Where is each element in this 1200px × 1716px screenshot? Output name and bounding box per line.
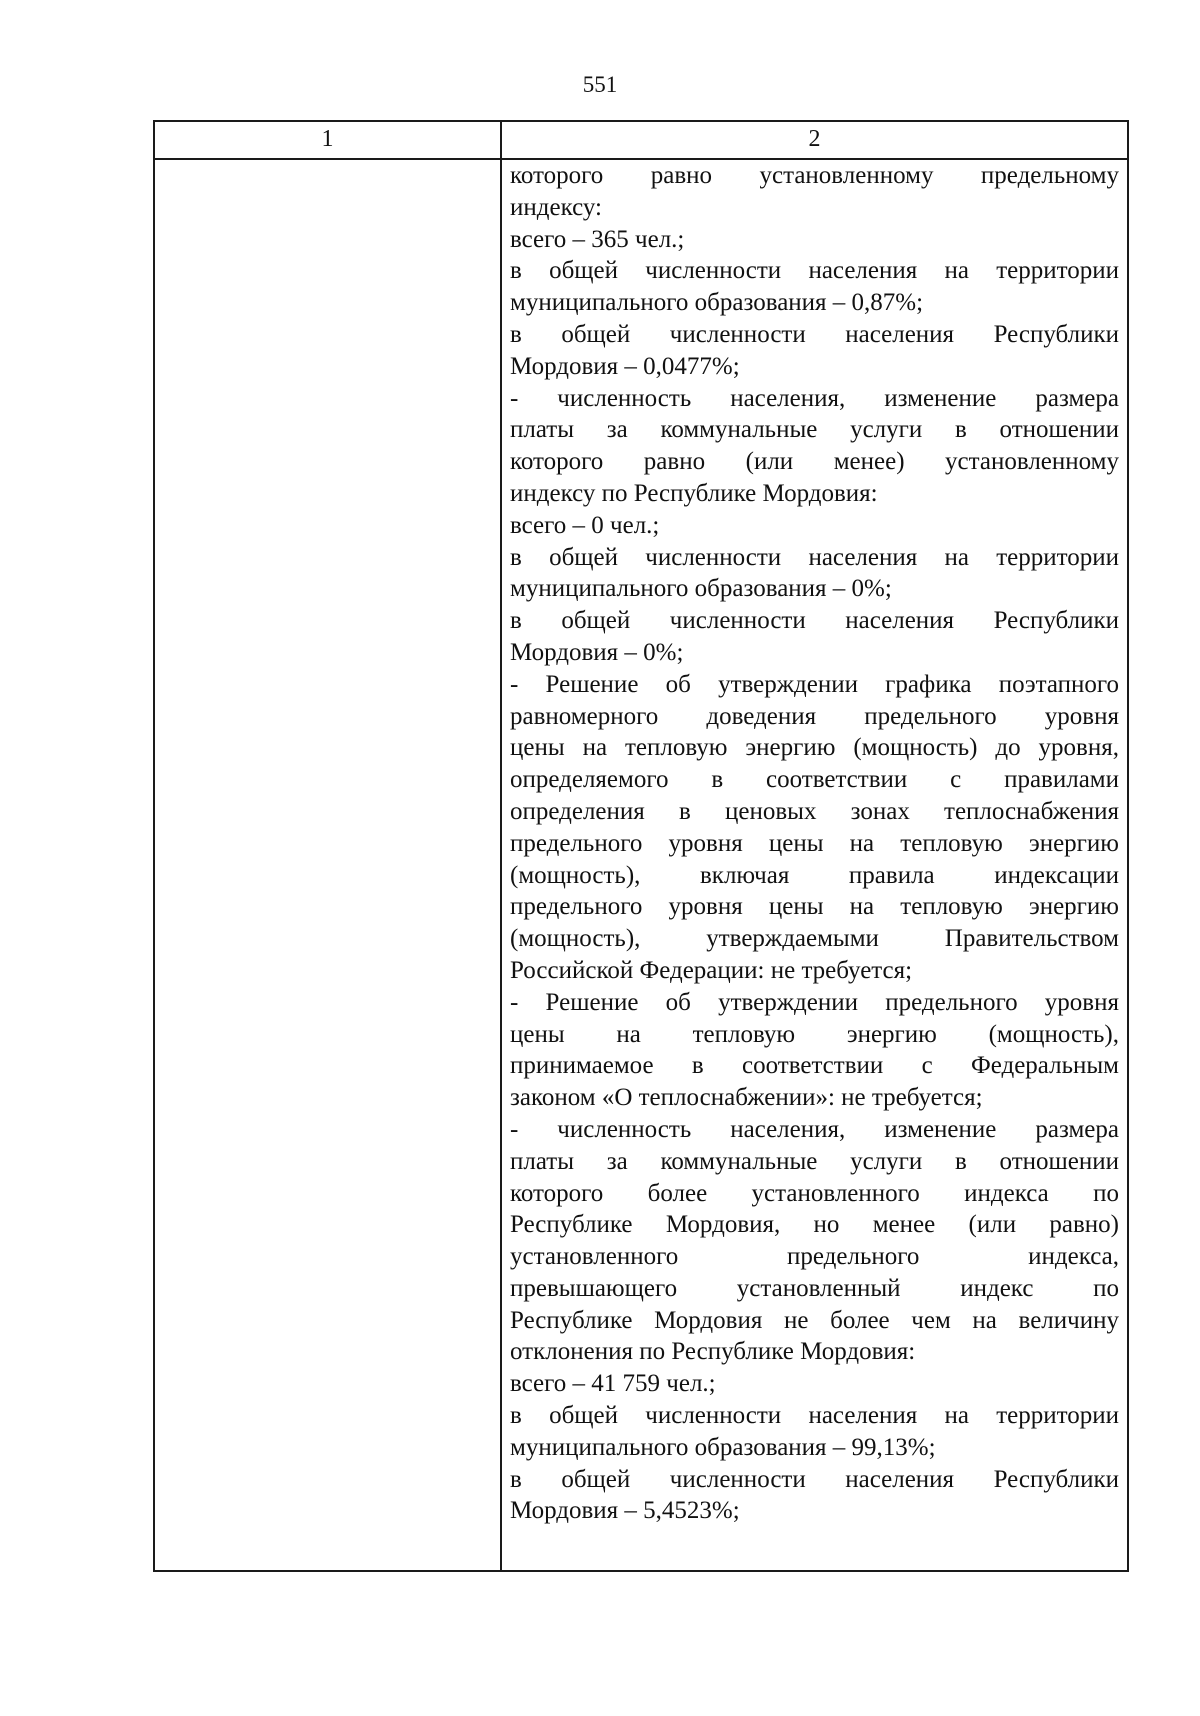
text-line: цены на тепловую энергию (мощность) до уровня, [510, 734, 1119, 762]
text-line: (мощность), утверждаемыми Правительством [510, 925, 1119, 953]
text-line: муниципального образования – 99,13%; [510, 1433, 936, 1461]
text-line: превышающего установленный индекс по [510, 1274, 1119, 1302]
text-line: платы за коммунальные услуги в отношении [510, 1147, 1119, 1175]
text-line: - Решение об утверждении предельного уровня [510, 988, 1119, 1016]
text-line: предельного уровня цены на тепловую энергию [510, 893, 1119, 921]
table-header-row [155, 122, 1127, 160]
text-line: в общей численности населения Республики [510, 1465, 1119, 1493]
column-2-header: 2 [808, 126, 821, 152]
text-line: равномерного доведения предельного уровня [510, 702, 1119, 730]
page-number: 551 [582, 72, 618, 97]
text-line: всего – 0 чел.; [510, 511, 660, 539]
text-line: цены на тепловую энергию (мощность), [510, 1020, 1119, 1048]
document-table [153, 120, 1129, 1572]
text-line: установленного предельного индекса, [510, 1243, 1119, 1271]
text-line: платы за коммунальные услуги в отношении [510, 416, 1119, 444]
text-line: определяемого в соответствии с правилами [510, 766, 1119, 794]
text-line: муниципального образования – 0,87%; [510, 289, 924, 317]
text-line: Российской Федерации: не требуется; [510, 956, 913, 984]
column-1-cell [155, 160, 500, 1570]
text-line: которого более установленного индекса по [510, 1179, 1119, 1207]
text-line: Мордовия – 5,4523%; [510, 1497, 740, 1525]
column-1-header: 1 [321, 126, 334, 152]
text-line: отклонения по Республике Мордовия: [510, 1338, 916, 1366]
text-line: предельного уровня цены на тепловую энергию [510, 829, 1119, 857]
text-line: законом «О теплоснабжении»: не требуется; [510, 1084, 983, 1112]
text-line: определения в ценовых зонах теплоснабжения [510, 797, 1119, 825]
text-line: Республике Мордовия, но менее (или равно) [510, 1211, 1119, 1239]
text-line: в общей численности населения на территории [510, 1402, 1119, 1430]
text-line: (мощность), включая правила индексации [510, 861, 1119, 889]
text-line: всего – 41 759 чел.; [510, 1370, 716, 1398]
text-line: - Решение об утверждении графика поэтапного [510, 670, 1119, 698]
text-line: всего – 365 чел.; [510, 225, 685, 253]
text-line: - численность населения, изменение размера [510, 384, 1119, 412]
text-line: Мордовия – 0,0477%; [510, 352, 740, 380]
text-line: индексу: [510, 193, 602, 221]
text-line: индексу по Республике Мордовия: [510, 479, 878, 507]
text-line: - численность населения, изменение размера [510, 1115, 1119, 1143]
text-line: которого равно (или менее) установленному [510, 448, 1119, 476]
column-divider [500, 122, 502, 1570]
text-line: Мордовия – 0%; [510, 638, 684, 666]
text-line: в общей численности населения Республики [510, 607, 1119, 635]
text-line: муниципального образования – 0%; [510, 575, 892, 603]
text-line: которого равно установленному предельному [510, 162, 1119, 189]
text-line: в общей численности населения на территории [510, 257, 1119, 285]
text-line: в общей численности населения на территории [510, 543, 1119, 571]
text-line: принимаемое в соответствии с Федеральным [510, 1052, 1119, 1080]
column-2-cell [510, 160, 1119, 1570]
text-line: Республике Мордовия не более чем на величину [510, 1306, 1119, 1334]
text-line: в общей численности населения Республики [510, 320, 1119, 348]
